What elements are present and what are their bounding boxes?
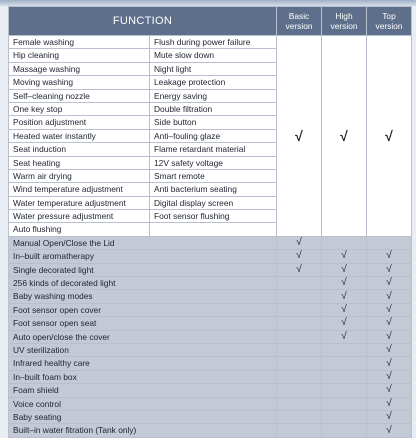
high-version-check-mark	[322, 410, 367, 423]
table-row	[9, 277, 412, 290]
basic-version-check-mark	[277, 370, 322, 383]
basic-version-check-mark: √	[277, 250, 322, 263]
top-version-check-mark: √	[367, 263, 412, 276]
table-row	[9, 303, 412, 316]
feature-cell: Baby seating	[9, 410, 277, 423]
feature-cell: 12V safety voltage	[150, 156, 277, 169]
feature-cell: Anti–fouling glaze	[150, 129, 277, 142]
function-header: FUNCTION	[9, 7, 277, 36]
basic-version-check-mark	[277, 397, 322, 410]
feature-cell: Position adjustment	[9, 116, 150, 129]
high-version-check-mark: √	[322, 277, 367, 290]
table-row	[9, 290, 412, 303]
feature-cell: Seat heating	[9, 156, 150, 169]
feature-cell: Night light	[150, 62, 277, 75]
high-version-check-mark: √	[322, 317, 367, 330]
header-row	[9, 7, 412, 36]
high-version-check-mark: √	[322, 36, 367, 237]
feature-cell: Water pressure adjustment	[9, 210, 150, 223]
feature-cell: Auto flushing	[9, 223, 150, 236]
top-version-check-mark: √	[367, 343, 412, 356]
feature-cell: Double filtration	[150, 102, 277, 115]
feature-cell: Digital display screen	[150, 196, 277, 209]
feature-cell: Foot sensor flushing	[150, 210, 277, 223]
top-version-check-mark: √	[367, 397, 412, 410]
basic-version-check-mark	[277, 357, 322, 370]
basic-version-check-mark	[277, 330, 322, 343]
basic-version-check-mark	[277, 410, 322, 423]
feature-cell: 256 kinds of decorated light	[9, 277, 277, 290]
feature-cell: Moving washing	[9, 76, 150, 89]
feature-cell: Leakage protection	[150, 76, 277, 89]
high-version-check-mark	[322, 343, 367, 356]
table-row	[9, 236, 412, 249]
feature-cell: Hip cleaning	[9, 49, 150, 62]
feature-cell: Flush during power failure	[150, 36, 277, 49]
top-version-check-mark: √	[367, 370, 412, 383]
feature-cell: Female washing	[9, 36, 150, 49]
basic-version-check-mark: √	[277, 36, 322, 237]
table-row	[9, 410, 412, 423]
feature-cell: Foam shield	[9, 384, 277, 397]
table-row	[9, 424, 412, 437]
feature-cell: UV sterilization	[9, 343, 277, 356]
basic-version-header: Basic version	[277, 7, 322, 36]
top-version-check-mark: √	[367, 290, 412, 303]
table-row	[9, 250, 412, 263]
top-version-check-mark: √	[367, 424, 412, 437]
basic-version-check-mark	[277, 303, 322, 316]
feature-cell: Auto open/close the cover	[9, 330, 277, 343]
feature-cell: Warm air drying	[9, 169, 150, 182]
feature-cell: One key stop	[9, 102, 150, 115]
feature-cell: Mute slow down	[150, 49, 277, 62]
feature-cell: Flame retardant material	[150, 143, 277, 156]
feature-cell: Energy saving	[150, 89, 277, 102]
table-row	[9, 384, 412, 397]
feature-cell: Wind temperature adjustment	[9, 183, 150, 196]
basic-version-check-mark	[277, 317, 322, 330]
high-version-check-mark	[322, 370, 367, 383]
top-version-check-mark: √	[367, 330, 412, 343]
feature-cell: Smart remote	[150, 169, 277, 182]
table-row	[9, 36, 412, 49]
table-row	[9, 370, 412, 383]
top-version-check-mark: √	[367, 303, 412, 316]
basic-version-check-mark	[277, 343, 322, 356]
table-row	[9, 263, 412, 276]
high-version-check-mark	[322, 357, 367, 370]
top-version-check-mark	[367, 236, 412, 249]
feature-cell: Voice control	[9, 397, 277, 410]
feature-cell: Single decorated light	[9, 263, 277, 276]
high-version-check-mark	[322, 424, 367, 437]
high-version-check-mark	[322, 397, 367, 410]
basic-version-check-mark: √	[277, 236, 322, 249]
feature-cell: Massage washing	[9, 62, 150, 75]
function-comparison-table	[8, 6, 412, 438]
table-body	[9, 36, 412, 438]
feature-cell: Foot sensor open cover	[9, 303, 277, 316]
feature-cell: In–built aromatherapy	[9, 250, 277, 263]
feature-cell: Water temperature adjustment	[9, 196, 150, 209]
feature-cell: Foot sensor open seat	[9, 317, 277, 330]
basic-version-check-mark	[277, 424, 322, 437]
basic-version-check-mark	[277, 290, 322, 303]
basic-version-check-mark	[277, 277, 322, 290]
top-version-check-mark: √	[367, 384, 412, 397]
top-version-check-mark: √	[367, 317, 412, 330]
high-version-check-mark: √	[322, 250, 367, 263]
feature-cell: Seat induction	[9, 143, 150, 156]
feature-cell: Baby washing modes	[9, 290, 277, 303]
table-row	[9, 330, 412, 343]
table-row	[9, 397, 412, 410]
high-version-header: High version	[322, 7, 367, 36]
top-version-header: Top version	[367, 7, 412, 36]
top-version-check-mark: √	[367, 410, 412, 423]
feature-cell: Heated water instantly	[9, 129, 150, 142]
basic-version-check-mark: √	[277, 263, 322, 276]
high-version-check-mark: √	[322, 303, 367, 316]
top-version-check-mark: √	[367, 36, 412, 237]
basic-version-check-mark	[277, 384, 322, 397]
feature-cell: Built–in water fitration (Tank only)	[9, 424, 277, 437]
high-version-check-mark	[322, 384, 367, 397]
high-version-check-mark: √	[322, 330, 367, 343]
feature-cell: Side button	[150, 116, 277, 129]
table-row	[9, 317, 412, 330]
feature-cell: Infrared healthy care	[9, 357, 277, 370]
table-row	[9, 357, 412, 370]
feature-cell: In–built foam box	[9, 370, 277, 383]
feature-cell: Manual Open/Close the Lid	[9, 236, 277, 249]
high-version-check-mark	[322, 236, 367, 249]
table-row	[9, 343, 412, 356]
feature-cell: Anti bacterium seating	[150, 183, 277, 196]
feature-cell	[150, 223, 277, 236]
high-version-check-mark: √	[322, 263, 367, 276]
high-version-check-mark: √	[322, 290, 367, 303]
feature-cell: Self–cleaning nozzle	[9, 89, 150, 102]
top-version-check-mark: √	[367, 277, 412, 290]
top-version-check-mark: √	[367, 250, 412, 263]
top-version-check-mark: √	[367, 357, 412, 370]
